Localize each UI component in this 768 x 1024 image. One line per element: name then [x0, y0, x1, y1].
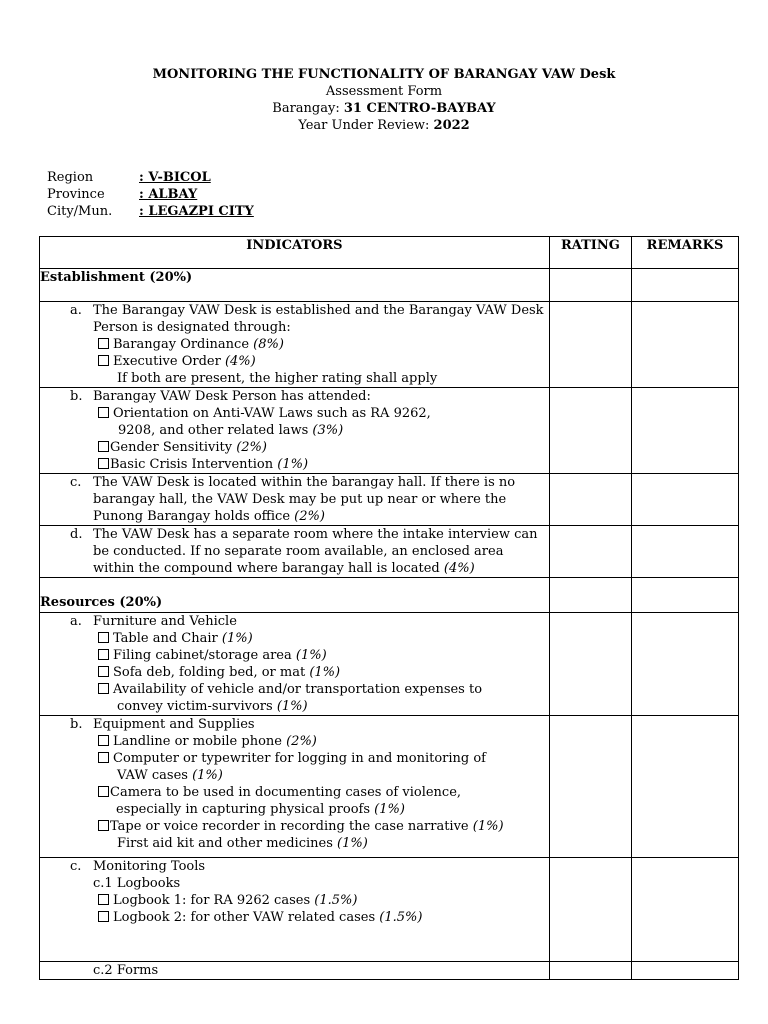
- establishment-item-d: [40, 526, 550, 578]
- option-line: [40, 733, 549, 750]
- checkbox[interactable]: [98, 632, 109, 643]
- option-line: [40, 801, 549, 818]
- item-line: [40, 302, 549, 319]
- item-text: Equipment and Supplies: [93, 717, 255, 732]
- option-line: [40, 630, 549, 647]
- table-row: [40, 578, 739, 613]
- option-text: Computer or typewriter for logging in and monitoring of: [113, 751, 486, 766]
- option-line: [40, 750, 549, 767]
- city-row: [47, 203, 254, 220]
- rating-cell[interactable]: [549, 613, 631, 716]
- option-text: Executive Order: [113, 354, 225, 369]
- table-row: [40, 858, 739, 962]
- year-label: Year Under Review:: [298, 118, 434, 133]
- remarks-cell[interactable]: [632, 302, 739, 388]
- table-row: [40, 716, 739, 858]
- rating-cell[interactable]: [549, 526, 631, 578]
- item-text: within the compound where barangay hall is located: [93, 561, 444, 576]
- subsection-title: c.2 Forms: [93, 963, 159, 978]
- option-text: Basic Crisis Intervention: [110, 457, 278, 472]
- option-text: Table and Chair: [113, 631, 222, 646]
- option-text: Gender Sensitivity: [110, 440, 237, 455]
- option-line: [40, 405, 549, 422]
- item-text: The VAW Desk is located within the barangay hall. If there is no: [93, 475, 516, 490]
- rating-cell[interactable]: [549, 302, 631, 388]
- establishment-item-a: [40, 302, 550, 388]
- option-text: Orientation on Anti-VAW Laws such as RA 9262,: [113, 406, 431, 421]
- checkbox[interactable]: [98, 441, 109, 452]
- rating-cell[interactable]: [549, 388, 631, 474]
- resources-item-b: [40, 716, 550, 858]
- establishment-section-title: Establishment (20%): [40, 269, 550, 302]
- resources-item-a: [40, 613, 550, 716]
- option-percent: (1%): [192, 768, 223, 783]
- form-subtitle: Assessment Form: [325, 84, 443, 99]
- remarks-cell[interactable]: [632, 526, 739, 578]
- remarks-cell[interactable]: [632, 858, 739, 962]
- option-line: [40, 892, 549, 909]
- remarks-cell[interactable]: [632, 613, 739, 716]
- option-line: [40, 664, 549, 681]
- option-text: Availability of vehicle and/or transportation expenses to: [113, 682, 483, 697]
- resources-item-c2: [40, 962, 550, 980]
- assessment-table: [39, 236, 739, 980]
- option-line: [40, 336, 549, 353]
- year-value: 2022: [433, 118, 470, 133]
- item-percent: (2%): [294, 509, 325, 524]
- item-line: [40, 526, 549, 543]
- item-letter: a.: [70, 303, 82, 318]
- checkbox[interactable]: [98, 666, 109, 677]
- item-line: [40, 474, 549, 491]
- resources-section-title: Resources (20%): [40, 578, 550, 613]
- option-text: Filing cabinet/storage area: [113, 648, 296, 663]
- region-row: [47, 169, 211, 186]
- barangay-value: 31 CENTRO-BAYBAY: [343, 101, 496, 116]
- item-letter: c.: [70, 859, 82, 874]
- table-row: [40, 613, 739, 716]
- item-line: [40, 560, 549, 577]
- option-text: Landline or mobile phone: [113, 734, 287, 749]
- form-title: MONITORING THE FUNCTIONALITY OF BARANGAY VAW Desk: [152, 67, 616, 82]
- resources-item-c: [40, 858, 550, 962]
- option-text: convey victim-survivors: [117, 699, 277, 714]
- rating-cell[interactable]: [549, 962, 631, 980]
- establishment-item-b: [40, 388, 550, 474]
- item-letter: b.: [70, 717, 83, 732]
- rating-cell[interactable]: [549, 716, 631, 858]
- checkbox[interactable]: [98, 752, 109, 763]
- option-line: [40, 784, 549, 801]
- item-text: The VAW Desk has a separate room where the intake interview can: [93, 527, 538, 542]
- option-line: [40, 835, 549, 852]
- option-percent: (1.5%): [379, 910, 423, 925]
- remarks-cell[interactable]: [632, 578, 739, 613]
- option-text: Logbook 1: for RA 9262 cases: [113, 893, 315, 908]
- item-letter: b.: [70, 389, 83, 404]
- table-row: [40, 962, 739, 980]
- checkbox[interactable]: [98, 338, 109, 349]
- option-text: especially in capturing physical proofs: [116, 802, 375, 817]
- option-percent: (1%): [295, 648, 327, 663]
- option-percent: (1%): [337, 836, 368, 851]
- option-percent: (1%): [221, 631, 253, 646]
- item-text: Punong Barangay holds office: [93, 509, 295, 524]
- checkbox[interactable]: [98, 786, 109, 797]
- remarks-cell[interactable]: [632, 388, 739, 474]
- option-line: [40, 422, 549, 439]
- option-percent: (1.5%): [314, 893, 358, 908]
- option-percent: (1%): [309, 665, 341, 680]
- option-text: Tape or voice recorder in recording the case narrative: [110, 819, 473, 834]
- option-percent: (1%): [276, 699, 308, 714]
- rating-cell[interactable]: [549, 858, 631, 962]
- subsection-title: c.1 Logbooks: [93, 876, 181, 891]
- option-percent: (3%): [312, 423, 344, 438]
- table-header-row: [40, 237, 739, 269]
- item-line: be conducted. If no separate room available, an enclosed area: [93, 544, 504, 559]
- option-text: 9208, and other related laws: [118, 423, 313, 438]
- rating-cell[interactable]: [549, 474, 631, 526]
- option-text: Sofa deb, folding bed, or mat: [113, 665, 310, 680]
- table-row: [40, 269, 739, 302]
- indicators-header: INDICATORS: [40, 237, 550, 269]
- option-line: [40, 439, 549, 456]
- province-value: : ALBAY: [139, 187, 198, 202]
- province-row: [47, 186, 197, 203]
- item-text: The Barangay VAW Desk is established and the Barangay VAW Desk: [93, 303, 544, 318]
- item-text: Furniture and Vehicle: [93, 614, 237, 629]
- option-line: [40, 698, 549, 715]
- barangay-label: Barangay:: [272, 101, 344, 116]
- option-line: [40, 681, 549, 698]
- table-row: [40, 302, 739, 388]
- option-percent: (4%): [224, 354, 256, 369]
- rating-cell[interactable]: [549, 578, 631, 613]
- item-line: [40, 508, 549, 525]
- item-line: [40, 716, 549, 733]
- option-line: [40, 647, 549, 664]
- item-line: [40, 613, 549, 630]
- checkbox[interactable]: [98, 683, 109, 694]
- city-label: City/Mun.: [47, 204, 113, 219]
- item-percent: (4%): [443, 561, 475, 576]
- item-letter: a.: [70, 614, 82, 629]
- option-percent: (2%): [236, 440, 267, 455]
- option-text: First aid kit and other medicines: [117, 836, 338, 851]
- option-text: VAW cases: [117, 768, 193, 783]
- item-line: Person is designated through:: [93, 320, 291, 335]
- item-line: [40, 388, 549, 405]
- table-row: [40, 388, 739, 474]
- option-line: [40, 909, 549, 926]
- option-text: Logbook 2: for other VAW related cases: [113, 910, 380, 925]
- option-line: [40, 353, 549, 370]
- remarks-cell[interactable]: [632, 716, 739, 858]
- checkbox[interactable]: [98, 735, 109, 746]
- option-text: Camera to be used in documenting cases of violence,: [110, 785, 462, 800]
- establishment-item-c: [40, 474, 550, 526]
- option-percent: (1%): [277, 457, 309, 472]
- table-row: [40, 526, 739, 578]
- item-text: Monitoring Tools: [93, 859, 206, 874]
- note-line: If both are present, the higher rating shall apply: [117, 371, 438, 386]
- table-row: [40, 474, 739, 526]
- remarks-header: REMARKS: [632, 237, 739, 269]
- item-text: Barangay VAW Desk Person has attended:: [93, 389, 371, 404]
- rating-header: RATING: [549, 237, 631, 269]
- item-line: [40, 858, 549, 875]
- city-value: : LEGAZPI CITY: [139, 204, 254, 219]
- option-line: [40, 818, 549, 835]
- year-line: [0, 117, 768, 134]
- item-letter: d.: [70, 527, 83, 542]
- option-percent: (1%): [472, 819, 504, 834]
- barangay-line: [0, 100, 768, 117]
- checkbox[interactable]: [98, 894, 109, 905]
- checkbox[interactable]: [98, 407, 109, 418]
- checkbox[interactable]: [98, 911, 109, 922]
- item-letter: c.: [70, 475, 82, 490]
- region-value: : V-BICOL: [139, 170, 211, 185]
- option-line: [40, 456, 549, 473]
- checkbox[interactable]: [98, 820, 109, 831]
- remarks-cell[interactable]: [632, 962, 739, 980]
- checkbox[interactable]: [98, 355, 109, 366]
- province-label: Province: [47, 187, 105, 202]
- item-line: barangay hall, the VAW Desk may be put up near or where the: [93, 492, 507, 507]
- option-text: Barangay Ordinance: [113, 337, 254, 352]
- option-line: [40, 767, 549, 784]
- remarks-cell[interactable]: [632, 269, 739, 302]
- option-percent: (2%): [286, 734, 317, 749]
- rating-cell[interactable]: [549, 269, 631, 302]
- option-percent: (8%): [253, 337, 284, 352]
- checkbox[interactable]: [98, 458, 109, 469]
- option-percent: (1%): [374, 802, 405, 817]
- remarks-cell[interactable]: [632, 474, 739, 526]
- region-label: Region: [47, 170, 94, 185]
- checkbox[interactable]: [98, 649, 109, 660]
